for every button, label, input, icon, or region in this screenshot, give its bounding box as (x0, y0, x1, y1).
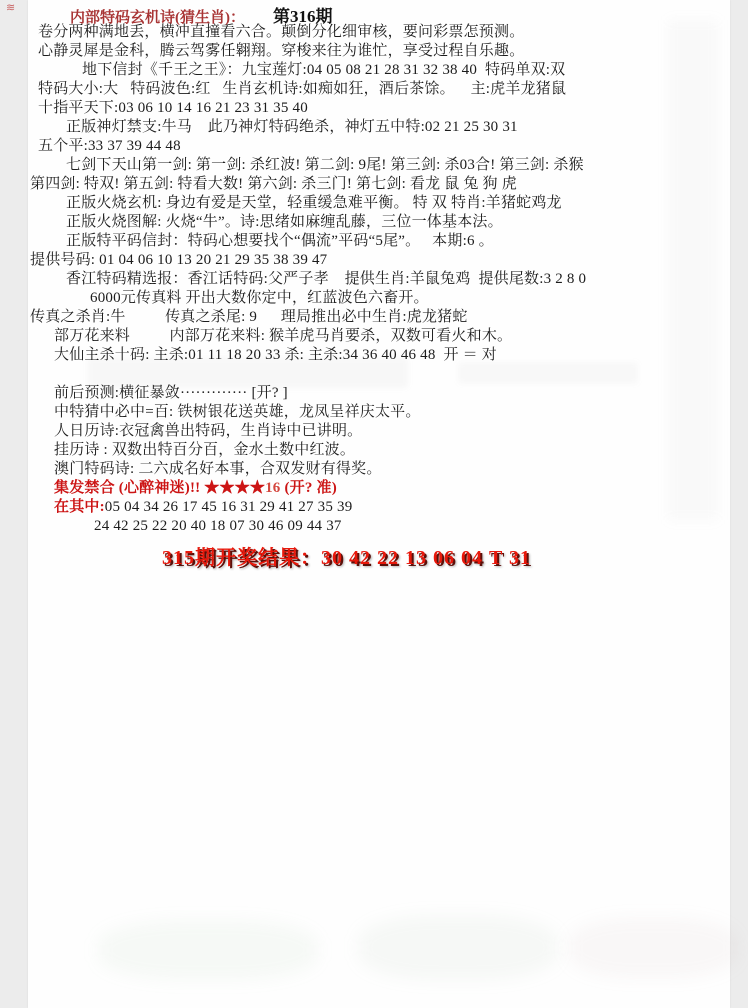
text-line (30, 42, 724, 61)
text-segment: 24 42 25 22 20 40 18 07 30 46 09 44 37 (94, 518, 342, 534)
text-line (30, 422, 724, 441)
text-line (30, 175, 724, 194)
text-segment: 人日历诗:衣冠禽兽出特码，生肖诗中已讲明。 (54, 423, 363, 439)
text-line (30, 137, 724, 156)
text-line (30, 156, 724, 175)
text-segment: 五个平:33 37 39 44 48 (38, 138, 181, 154)
text-line (30, 498, 724, 517)
text-line (30, 118, 724, 137)
text-segment: 卷分两种满地丢，横冲直撞看六合。颠倒分化细审核，要问彩票怎预测。 (38, 24, 525, 40)
text-segment: 部万花来料 内部万花来料: 猴羊虎马肖要杀，双数可看火和木。 (54, 328, 513, 344)
text-line (30, 270, 724, 289)
text-segment: 香江特码精选报：香江话特码:父严子孝 提供生肖:羊鼠兔鸡 提供尾数:3 2 8 0 (66, 271, 587, 287)
text-line (30, 61, 724, 80)
corner-mark: ≋ (6, 2, 16, 14)
text-line (30, 23, 724, 42)
text-line (30, 80, 724, 99)
text-line (30, 99, 724, 118)
scan-sheet (6, 0, 730, 1008)
scan-smudge (568, 918, 738, 978)
text-segment: 七剑下天山第一剑: 第一剑: 杀红波! 第二剑: 9尾! 第三剑: 杀03合! 第三剑: 杀猴 (66, 157, 584, 173)
text-segment: 正版神灯禁支:牛马 此乃神灯特码绝杀，神灯五中特:02 21 25 30 31 (66, 119, 518, 135)
text-segment: 正版特平码信封：特码心想要找个“偶流”平码“5尾”。 本期:6 。 (66, 233, 494, 249)
text-segment: 地下信封《千王之王》：九宝莲灯:04 05 08 21 28 31 32 38 40 特码单双:双 (82, 62, 566, 78)
text-line (30, 403, 724, 422)
text-line (30, 213, 724, 232)
text-line (30, 327, 724, 346)
text-segment: 心静灵犀是金科，腾云驾雾任翱翔。穿梭来往为谁忙，享受过程自乐趣。 (38, 43, 525, 59)
text-segment: 大仙主杀十码: 主杀:01 11 18 20 33 杀: 主杀:34 36 40 46 48 开 ＝ 对 (54, 347, 497, 363)
text-segment: 挂历诗 : 双数出特百分百，金水土数中红波。 (54, 442, 356, 458)
text-segment: 集发禁合 (心醉神迷)!! (54, 480, 205, 496)
text-line (30, 517, 724, 536)
text-line (30, 365, 724, 384)
text-line (30, 460, 724, 479)
text-segment: 6000元传真料 开出大数你定中，红蓝波色六畜开。 (90, 290, 429, 306)
text-segment: 澳门特码诗: 二六成名好本事，合双发财有得奖。 (54, 461, 382, 477)
text-line (30, 289, 724, 308)
text-segment: 提供号码: 01 04 06 10 13 20 21 29 35 38 39 47 (30, 252, 328, 268)
issue-number: 第316期 (273, 7, 333, 26)
document-header (30, 2, 724, 26)
previous-result-banner: 315期开奖结果：30 42 22 13 06 04 T 31 (162, 547, 531, 569)
text-segment: ★★★★ (204, 480, 266, 496)
text-segment: 05 04 34 26 17 45 16 31 29 41 27 35 39 (104, 499, 353, 515)
scan-smudge (358, 915, 558, 980)
document-body (30, 23, 724, 536)
text-line (30, 308, 724, 327)
text-segment: 十指平天下:03 06 10 14 16 21 23 31 35 40 (38, 100, 308, 116)
text-line (30, 346, 724, 365)
text-line (30, 251, 724, 270)
text-segment: 特码大小:大 特码波色:红 生肖玄机诗:如痴如狂，酒后茶馀。 主:虎羊龙猪鼠 (38, 81, 567, 97)
text-line (30, 441, 724, 460)
text-segment: 16 (265, 480, 281, 496)
text-line (30, 384, 724, 403)
text-segment: 在其中: (54, 499, 105, 515)
text-segment: 中特猜中必中=百: 铁树银花送英雄，龙凤呈祥庆太平。 (54, 404, 421, 420)
text-segment: 传真之杀肖:牛 传真之杀尾: 9 理局推出必中生肖:虎龙猪蛇 (30, 309, 468, 325)
text-line (30, 232, 724, 251)
text-line (30, 194, 724, 213)
text-segment: 前后预测:横征暴敛············· [开? ] (54, 385, 288, 401)
text-segment: 正版火烧图解: 火烧“牛”。诗:思绪如麻缠乱藤，三位一体基本法。 (66, 214, 503, 230)
text-segment: 正版火烧玄机: 身边有爱是天堂，轻重缓急难平衡。 特 双 特肖:羊猪蛇鸡龙 (66, 195, 562, 211)
scan-smudge (98, 920, 318, 980)
text-segment: 第四剑: 特双! 第五剑: 特看大数! 第六剑: 杀三门! 第七剑: 看龙 鼠 兔 狗 虎 (30, 176, 517, 192)
text-segment: (开? 准) (280, 480, 337, 496)
header-title: 内部特码玄机诗(猜生肖)： (70, 10, 245, 26)
text-line (30, 479, 724, 498)
